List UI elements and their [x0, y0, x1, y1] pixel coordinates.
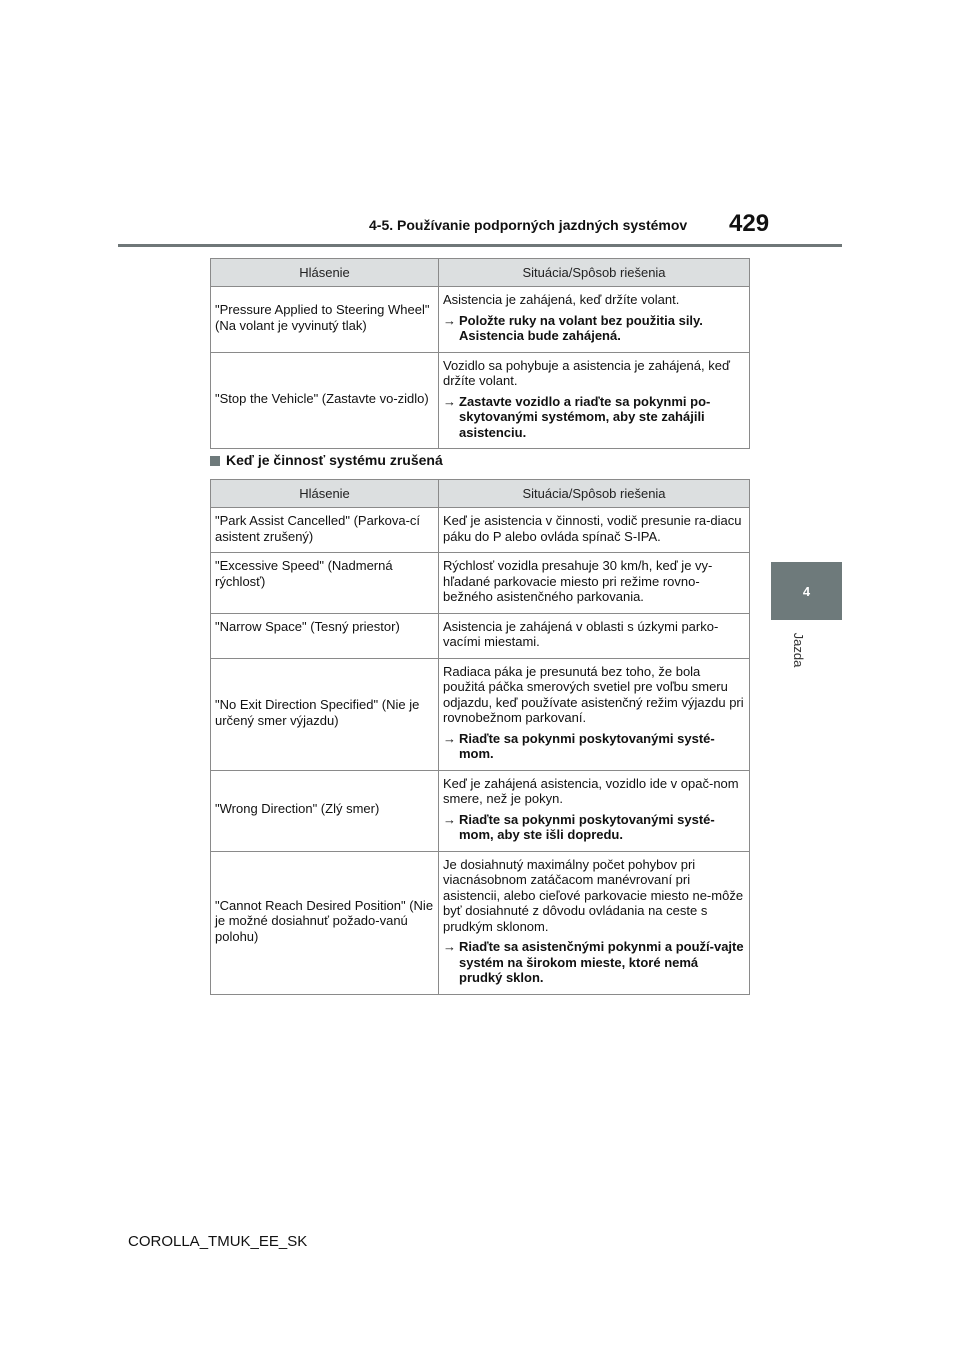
table-row	[211, 352, 750, 449]
situation-text: Keď je zahájená asistencia, vozidlo ide v opač-nom smere, než je pokyn.	[443, 775, 739, 806]
table-header-row	[211, 259, 750, 287]
column-header-message: Hlásenie	[211, 480, 439, 508]
situation-text: Radiaca páka je presunutá bez toho, že bola použitá páčka smerových svetiel pre voľbu smeru odjazdu, keď používate asistenčný režim výjazdu pri rovnobežnom parkovaní.	[443, 663, 744, 725]
action-text: Zastavte vozidlo a riaďte sa pokynmi po-skytovanými systémom, aby ste zahájili asistenciu.	[459, 393, 711, 440]
table-row	[211, 851, 750, 994]
column-header-situation: Situácia/Spôsob riešenia	[439, 480, 750, 508]
table-row	[211, 658, 750, 770]
chapter-tab	[771, 562, 842, 620]
page-number: 429	[729, 210, 770, 237]
chapter-label: Jazda	[791, 632, 806, 668]
square-bullet-icon	[210, 456, 220, 466]
situation-cell	[439, 508, 750, 553]
action-text: Riaďte sa asistenčnými pokynmi a použí-vajte systém na širokom mieste, ktoré nemá prudký sklon.	[459, 939, 744, 985]
message-cell: "Pressure Applied to Steering Wheel" (Na volant je vyvinutý tlak)	[211, 287, 439, 353]
arrow-right-icon: →	[443, 312, 456, 328]
message-cell: "Park Assist Cancelled" (Parkova-cí asistent zrušený)	[211, 508, 439, 553]
message-cell: "Narrow Space" (Tesný priestor)	[211, 613, 439, 658]
document-code: COROLLA_TMUK_EE_SK	[128, 1233, 308, 1250]
situation-cell	[439, 770, 750, 851]
situation-cell	[439, 613, 750, 658]
arrow-right-icon: →	[443, 811, 456, 827]
situation-text: Rýchlosť vozidla presahuje 30 km/h, keď je vy-hľadané parkovacie miesto pri režime rovno-bežného asistenčného parkovania.	[443, 558, 713, 604]
column-header-situation: Situácia/Spôsob riešenia	[439, 259, 750, 287]
action-step	[443, 731, 745, 762]
table-row	[211, 287, 750, 353]
message-table-1	[210, 258, 750, 449]
section-heading-text: Keď je činnosť systému zrušená	[226, 452, 443, 468]
table-row	[211, 770, 750, 851]
message-cell: "Stop the Vehicle" (Zastavte vo-zidlo)	[211, 352, 439, 449]
situation-text: Asistencia je zahájená v oblasti s úzkymi parko-vacími miestami.	[443, 618, 719, 649]
message-cell: "Excessive Speed" (Nadmerná rýchlosť)	[211, 553, 439, 614]
situation-cell	[439, 287, 750, 353]
message-cell: "Wrong Direction" (Zlý smer)	[211, 770, 439, 851]
situation-cell	[439, 658, 750, 770]
action-step	[443, 812, 745, 843]
arrow-right-icon: →	[443, 393, 456, 409]
message-cell: "Cannot Reach Desired Position" (Nie je možné dosiahnuť požado-vanú polohu)	[211, 851, 439, 994]
table-row	[211, 613, 750, 658]
section-heading	[210, 452, 443, 468]
table-header-row	[211, 480, 750, 508]
header-divider	[118, 244, 842, 247]
arrow-right-icon: →	[443, 939, 456, 954]
message-cell: "No Exit Direction Specified" (Nie je určený smer výjazdu)	[211, 658, 439, 770]
situation-cell	[439, 553, 750, 614]
message-table-2	[210, 479, 750, 995]
situation-cell	[439, 352, 750, 449]
chapter-number: 4	[802, 583, 811, 599]
situation-text: Keď je asistencia v činnosti, vodič presunie ra-diacu páku do P alebo ovláda spínač S-IPA.	[443, 513, 742, 544]
action-step	[443, 939, 745, 986]
section-title: 4-5. Používanie podporných jazdných systémov	[369, 217, 688, 233]
situation-text: Vozidlo sa pohybuje a asistencia je zahájená, keď držíte volant.	[443, 357, 730, 388]
action-step	[443, 313, 745, 344]
column-header-message: Hlásenie	[211, 259, 439, 287]
arrow-right-icon: →	[443, 730, 456, 746]
situation-text: Je dosiahnutý maximálny počet pohybov pri viacnásobnom zatáčacom manévrovaní pri asistencii, alebo cieľové parkovacie miesto ne-môže byť dosiahnuté z dôvodu ovládania na ceste s prudkým sklonom.	[443, 856, 744, 934]
situation-cell	[439, 851, 750, 994]
action-text: Riaďte sa pokynmi poskytovanými systé-mom.	[459, 730, 715, 761]
action-text: Položte ruky na volant bez použitia sily. Asistencia bude zahájená.	[459, 312, 703, 343]
action-text: Riaďte sa pokynmi poskytovanými systé-mom, aby ste išli dopredu.	[459, 811, 715, 842]
table-row	[211, 508, 750, 553]
situation-text: Asistencia je zahájená, keď držíte volant.	[443, 292, 680, 307]
table-row	[211, 553, 750, 614]
action-step	[443, 394, 745, 441]
